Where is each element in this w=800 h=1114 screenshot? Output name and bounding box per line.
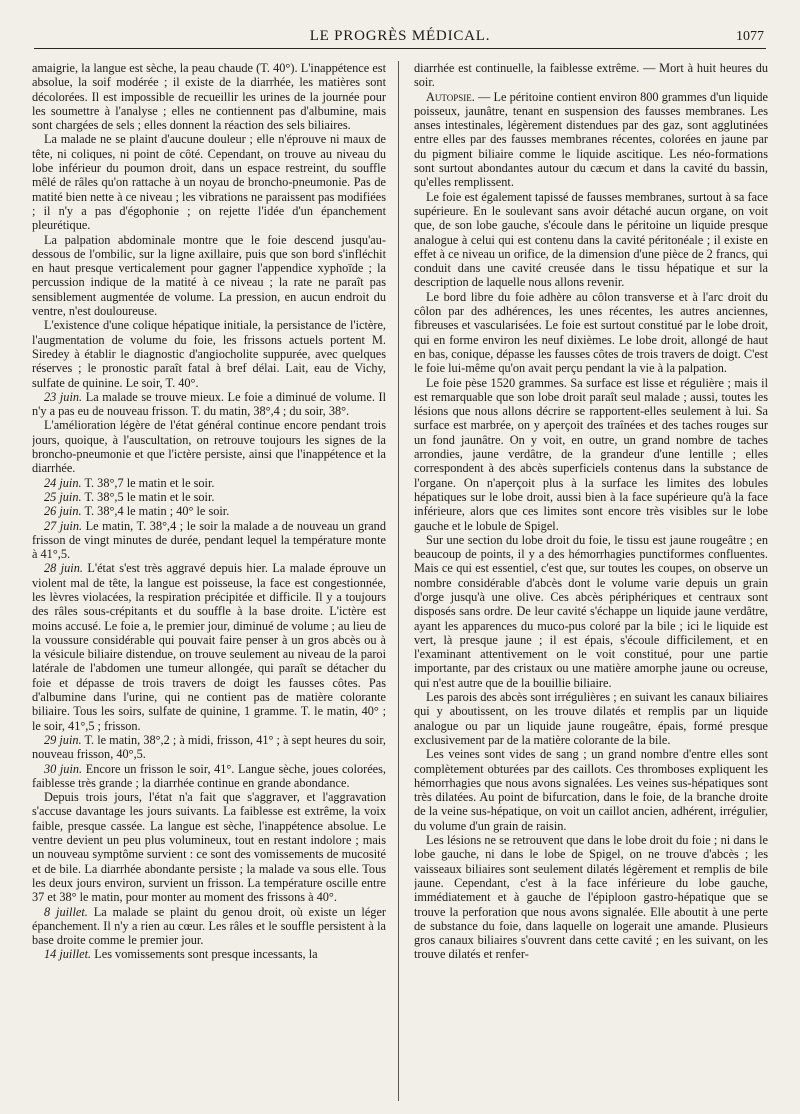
paragraph-text: Les veines sont vides de sang ; un grand nombre d'entre elles sont complètement obturées par des caillots. Ces thromboses expliquent les hémorrhagies que nous avons signalées. Les veines sus-hépatiques sont très dilatées. Au point de bifurcation, dans le foie, de la branche droite de la veine sus-hépatique, on voit un caillot ancien, adhérent, irrégulier, du volume d'un grain de raisin.: [414, 747, 768, 833]
paragraph-text: Depuis trois jours, l'état n'a fait que s'aggraver, et l'aggravation s'accuse davantage les jours suivants. La faiblesse est extrême, la voix faible, presque cassée. La langue est sèche, l'inappétence absolue. Le ventre devient un peu plus volumineux, tout en restant indolore ; mais un nouveau symptôme survient : ce sont des vomissements de mucosité et de bile. La diarrhée abondante persiste ; la malade va sous elle. Tous les deux jours environ, survient un frisson. La température oscille entre 37 et 38° le matin, pour monter au moment des frissons à 40°.: [32, 790, 386, 905]
journal-title: LE PROGRÈS MÉDICAL.: [309, 28, 491, 44]
paragraph: [32, 233, 386, 319]
paragraph: [32, 733, 386, 762]
paragraph: [32, 390, 386, 419]
paragraph: [414, 833, 768, 962]
paragraph: [414, 290, 768, 376]
entry-date: 23 juin.: [44, 389, 83, 404]
column-divider: [398, 61, 399, 1101]
paragraph-text: Les parois des abcès sont irrégulières ; en suivant les canaux biliaires qui y aboutissent, on les trouve dilatés et remplis par un liquide analogue ou par un liquide jaune rougeâtre, épais, formé presque exclusivement par de la matière colorante de la bile.: [414, 690, 768, 747]
paragraph-text: T. 38°,5 le matin et le soir.: [84, 489, 215, 504]
paragraph: [414, 190, 768, 290]
left-text-column: [32, 61, 386, 1101]
paragraph: [32, 905, 386, 948]
running-header: [34, 26, 766, 49]
paragraph: [32, 762, 386, 791]
paragraph-text: La palpation abdominale montre que le foie descend jusqu'au-dessous de l'ombilic, sur la ligne axillaire, puis que son bord s'infléchit en haut presque verticalement pour gagner l'appendice xyphoïde ; la percussion indique de la matité à ce niveau ; la rate ne paraît pas sensiblement augmentée de volume. La pression, en aucun endroit du ventre, n'est douloureuse.: [32, 232, 386, 319]
entry-date: 30 juin.: [44, 761, 83, 776]
paragraph: [32, 504, 386, 518]
paragraph: [32, 790, 386, 904]
paragraph-text: Encore un frisson le soir, 41°. Langue sèche, joues colorées, faiblesse très grande ; la diarrhée continue en grande abondance.: [32, 761, 386, 790]
paragraph: [414, 90, 768, 190]
paragraph: [32, 318, 386, 389]
paragraph-text: Le matin, T. 38°,4 ; le soir la malade a de nouveau un grand frisson de vingt minutes de durée, pendant lequel la température monte à 41°,5.: [32, 518, 386, 562]
right-text-column: [414, 61, 768, 1101]
paragraph-text: Le bord libre du foie adhère au côlon transverse et à l'arc droit du côlon par des adhérences, les unes récentes, les autres anciennes, fibreuses et vascularisées. Le foie est surtout constitué par le lobe droit, qui en forme environ les neuf dixièmes. Le lobe droit, allongé de haut en bas, conique, dépasse les fausses côtes de trois travers de doigt. C'est le foie lui-même qu'on avait perçu pendant la vie à la palpation.: [414, 289, 768, 376]
paragraph: [32, 561, 386, 733]
page-number: 1077: [736, 29, 764, 44]
paragraph: [414, 747, 768, 833]
paragraph: [32, 476, 386, 490]
paragraph-text: T. 38°,7 le matin et le soir.: [84, 475, 215, 490]
paragraph: [414, 533, 768, 690]
paragraph-text: Les vomissements sont presque incessants, la: [94, 947, 318, 962]
paragraph: [414, 376, 768, 533]
entry-date: 29 juin.: [44, 732, 82, 747]
paragraph: [32, 519, 386, 562]
paragraph-text: Le foie pèse 1520 grammes. Sa surface est lisse et régulière ; mais il est remarquable que son lobe droit paraît seul malade ; aussi, toutes les lésions que nous allons décrire se rapportent-elles seulement à lui. Sa surface est marbrée, on y aperçoit des traînées et des taches rouges sur un fond jaunâtre. On y voit, en outre, un grand nombre de taches arrondies, jaune verdâtre, de la grandeur d'une lentille ; elles correspondent à des abcès superficiels contenus dans la substance de l'organe. On n'aperçoit plus à la surface les limites des lobules hépatiques sur le lobe droit, aussi bien à la face supérieure qu'à la face inférieure, alors que ces limites sont encore très visibles sur le lobe gauche et le lobule de Spigel.: [414, 375, 768, 533]
paragraph-text: L'existence d'une colique hépatique initiale, la persistance de l'ictère, l'augmentation de volume du foie, les frissons actuels portent M. Siredey à établir le diagnostic d'angiocholite suppurée, avec quelques réserves ; le pronostic paraît fatal à bref délai. Lait, eau de Vichy, sulfate de quinine. Le soir, T. 40°.: [32, 318, 386, 390]
paragraph: [32, 418, 386, 475]
paragraph-text: Le foie est également tapissé de fausses membranes, surtout à sa face supérieure. En le soulevant sans avoir détaché aucun organe, on voit que, de son lobe gauche, s'écoule dans le péritoine un liquide presque analogue à celui qui est contenu dans la cavité péritonéale ; il existe en effet à ce niveau un orifice, de la dimension d'une pièce de 2 francs, qui conduit dans une cavité creusée dans le tissu hépatique et sur la description de laquelle nous allons revenir.: [414, 189, 768, 290]
entry-date: 28 juin.: [44, 561, 83, 576]
paragraph: [32, 132, 386, 232]
entry-date: 27 juin.: [44, 518, 83, 533]
paragraph: [414, 61, 768, 90]
entry-date: 25 juin.: [44, 489, 82, 504]
paragraph-text: La malade ne se plaint d'aucune douleur ; elle n'éprouve ni maux de tête, ni coliques, ni point de côté. Cependant, on trouve au niveau du lobe inférieur du poumon droit, dans un espace restreint, du souffle mêlé de râles qu'on rattache à un noyau de broncho-pneumonie. Pas de matité bien nette à ce niveau ; les vibrations ne paraissent pas modifiées ; il n'y a pas d'égophonie ; on rejette l'idée d'un épanchement pleurétique.: [32, 132, 386, 233]
paragraph-text: La malade se plaint du genou droit, où existe un léger épanchement. Il n'y a rien au cœur. Les râles et le souffle persistent à la base droite comme le premier jour.: [32, 904, 386, 948]
paragraph: [32, 61, 386, 132]
paragraph: [414, 690, 768, 747]
paragraph-text: La malade se trouve mieux. Le foie a diminué de volume. Il n'y a pas eu de nouveau frisson. T. du matin, 38°,4 ; du soir, 38°.: [32, 389, 386, 419]
entry-date: 26 juin.: [44, 504, 82, 519]
section-lead: Autopsie.: [426, 89, 475, 104]
entry-date: 8 juillet.: [44, 904, 88, 919]
paragraph-text: amaigrie, la langue est sèche, la peau chaude (T. 40°). L'inappétence est absolue, la soif modérée ; il existe de la diarrhée, les matières sont décolorées. Il est impossible de recueillir les urines de la journée pour les soumettre à l'analyse ; elles ne contiennent pas d'albumine, mais sont chargées de sels ; elles donnent la réaction des sels biliaires.: [32, 61, 386, 133]
paragraph-text: T. le matin, 38°,2 ; à midi, frisson, 41° ; à sept heures du soir, nouveau frisson, 40°,5.: [32, 732, 386, 762]
paragraph-text: L'état s'est très aggravé depuis hier. La malade éprouve un violent mal de tête, la langue est poisseuse, la face est congestionnée, les lèvres violacées, la respiration précipitée et difficile. Il y a toujours des râles sous-crépitants et du souffle à la base droite. L'ictère est moins accusé. Le foie a, le premier jour, diminué de volume ; au lieu de la voussure considérable qui pouvait faire penser à un gros abcès ou à la vésicule biliaire distendue, on trouve seulement au niveau de la paroi latérale de l'abdomen une tumeur allongée, qui paraît se détacher du foie et dépasse de trois travers de doigt les fausses côtes. Pas d'albumine dans l'urine, qui ne contient pas de matière colorante biliaire. Tous les soirs, sulfate de quinine, 1 gramme. T. le matin, 40° ; le soir, 41°,5 ; frisson.: [32, 561, 386, 733]
entry-date: 24 juin.: [44, 475, 82, 490]
paragraph-text: Les lésions ne se retrouvent que dans le lobe droit du foie ; ni dans le lobe gauche, ni dans le lobe de Spigel, on ne trouve d'abcès ; les vaisseaux biliaires sont seulement dilatés légèrement et remplis de bile jaune. Cependant, c'est à la face inférieure du lobe gauche, immédiatement et à gauche de l'épiploon gastro-hépatique que se trouve la perforation que nous avons signalée. Elle aboutit à une perte de substance du foie, dans laquelle on logerait une amande. Plusieurs gros canaux biliaires s'ouvrent dans cette cavité ; en les suivant, on les trouve dilatés et renfer-: [414, 833, 768, 962]
paragraph-text: L'amélioration légère de l'état général continue encore pendant trois jours, quoique, à l'auscultation, on retrouve toujours les signes de la broncho-pneumonie et que l'ictère persiste, ainsi que l'inappétence et la diarrhée.: [32, 418, 386, 476]
paragraph-text: Sur une section du lobe droit du foie, le tissu est jaune rougeâtre ; en beaucoup de points, il y a des hémorrhagies punctiformes confluentes. Mais ce qui est essentiel, c'est que, sur toutes les coupes, on observe un nombre considérable d'abcès dont le volume varie depuis un grain d'orge jusqu'à une olive. Ces abcès périphériques et centraux sont disposés sans ordre. De leur cavité s'échappe un liquide jaune verdâtre, ayant les apparences du muco-pus coloré par la bile ; ici le liquide est vert, là presque jaune ; il est épais, s'écoule difficilement, et en l'examinant attentivement on le voit constitué, pour une partie importante, par des cristaux ou une matière amorphe jaune ou ocreuse, qui n'est autre que de la bouillie biliaire.: [414, 532, 768, 690]
entry-date: 14 juillet.: [44, 947, 92, 962]
paragraph: [32, 490, 386, 504]
paragraph-text: diarrhée est continuelle, la faiblesse extrême. — Mort à huit heures du soir.: [414, 61, 768, 90]
paragraph-text: T. 38°,4 le matin ; 40° le soir.: [84, 504, 230, 519]
paragraph-text: — Le péritoine contient environ 800 grammes d'un liquide poisseux, jaunâtre, tenant en suspension des fausses membranes. Les anses intestinales, légèrement distendues par des gaz, sont agglutinées entre elles par des fausses membranes récentes, colorées en jaune par du pigment biliaire comme le liquide ascitique. Les néo-formations sont surtout abondantes autour du cæcum et dans la cavité du bassin, qu'elles remplissent.: [414, 89, 768, 190]
paragraph: [32, 947, 386, 961]
